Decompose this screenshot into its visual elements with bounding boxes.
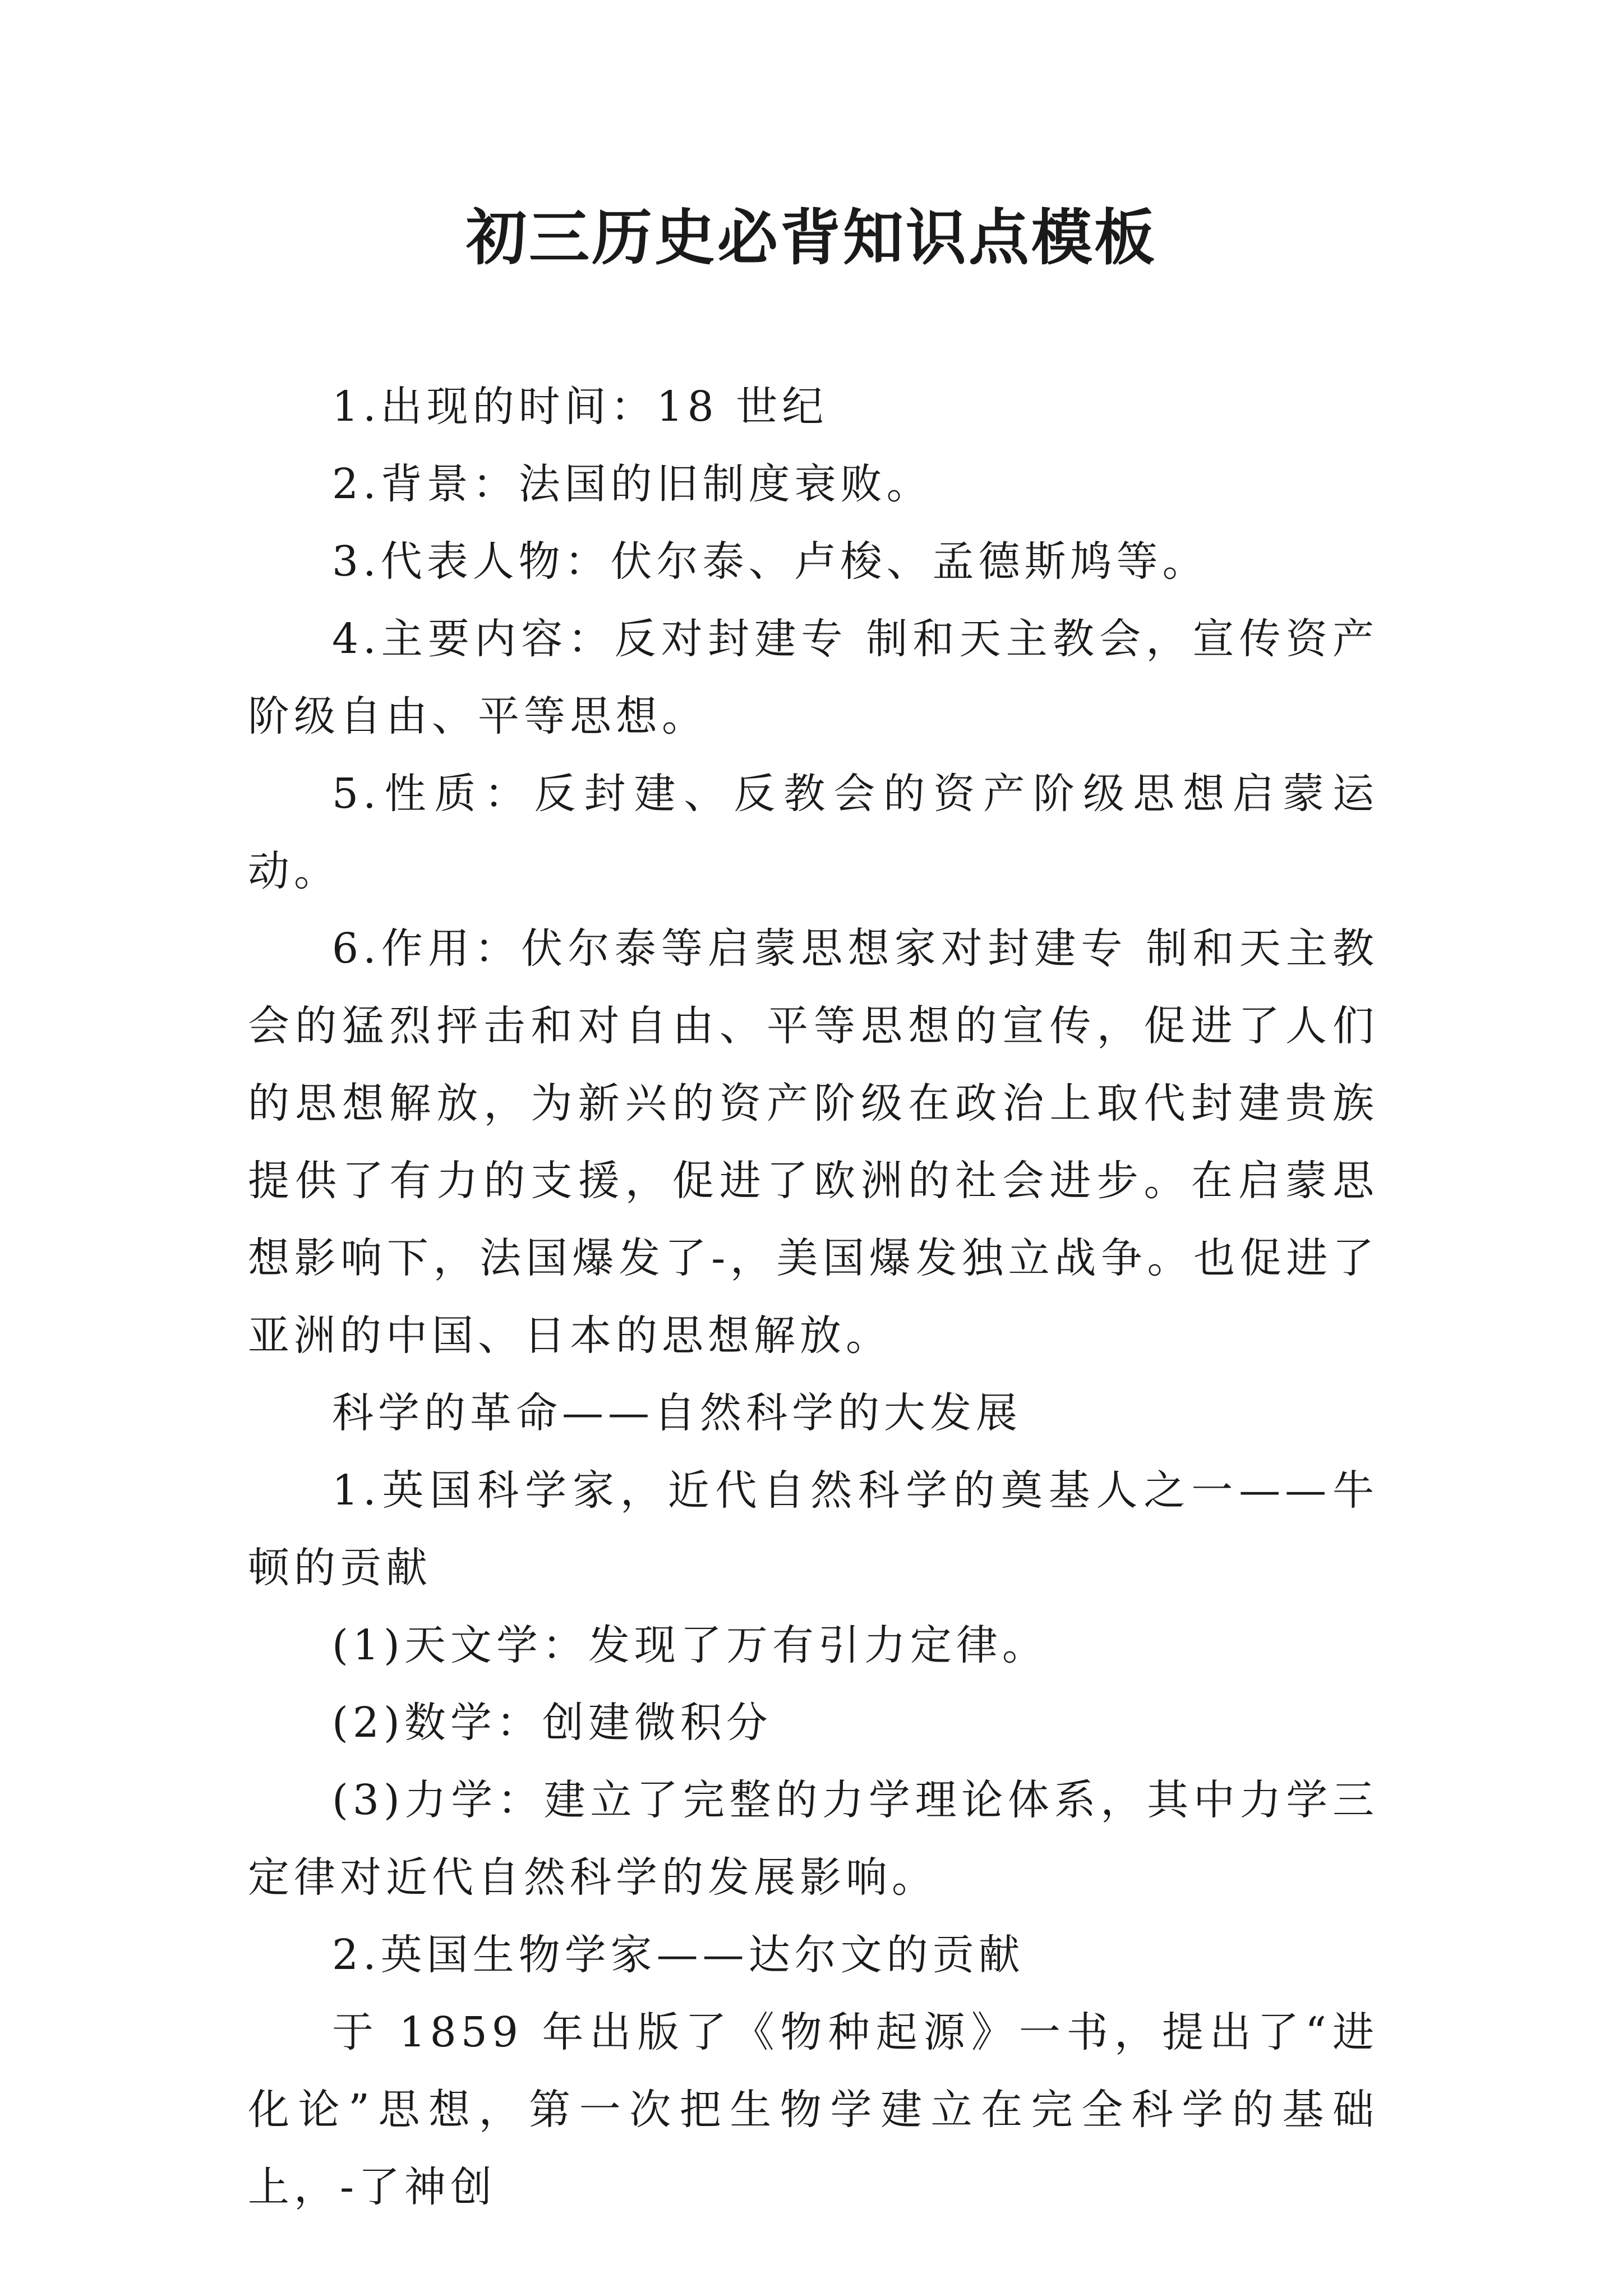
paragraph-background: 2.背景：法国的旧制度衰败。 [332,460,933,508]
paragraph-mathematics: (2)数学：创建微积分 [332,1699,772,1747]
paragraph-newton-heading: 1.英国科学家，近代自然科学的奠基人之一——牛顿的贡献 [248,1466,1378,1592]
paragraph-mechanics: (3)力学：建立了完整的力学理论体系，其中力学三定律对近代自然科学的发展影响。 [248,1776,1378,1902]
paragraph-representatives: 3.代表人物：伏尔泰、卢梭、孟德斯鸠等。 [332,537,1209,586]
paragraph-darwin-heading: 2.英国生物学家——达尔文的贡献 [332,1931,1025,1979]
paragraph-origin-of-species: 于 1859 年出版了《物种起源》一书，提出了“进化论”思想，第一次把生物学建立在完全科学的基础上，-了神创 [248,2008,1378,2211]
document-title: 初三历史必背知识点模板 [465,203,1157,273]
paragraph-astronomy: (1)天文学：发现了万有引力定律。 [332,1621,1048,1669]
document-body [248,368,1378,2226]
section-heading-science-revolution: 科学的革命——自然科学的大发展 [332,1389,1022,1437]
paragraph-effect: 6.作用：伏尔泰等启蒙思想家对封建专 制和天主教会的猛烈抨击和对自由、平等思想的宣传，促进了人们的思想解放，为新兴的资产阶级在政治上取代封建贵族提供了有力的支援，促进了欧洲的社会进步。在启蒙思想影响下，法国爆发了-，美国爆发独立战争。也促进了亚洲的中国、日本的思想解放。 [248,924,1378,1360]
paragraph-main-content: 4.主要内容：反对封建专 制和天主教会，宣传资产阶级自由、平等思想。 [248,615,1378,740]
paragraph-nature: 5.性质：反封建、反教会的资产阶级思想启蒙运动。 [248,770,1378,895]
paragraph-time: 1.出现的时间：18 世纪 [332,383,828,431]
